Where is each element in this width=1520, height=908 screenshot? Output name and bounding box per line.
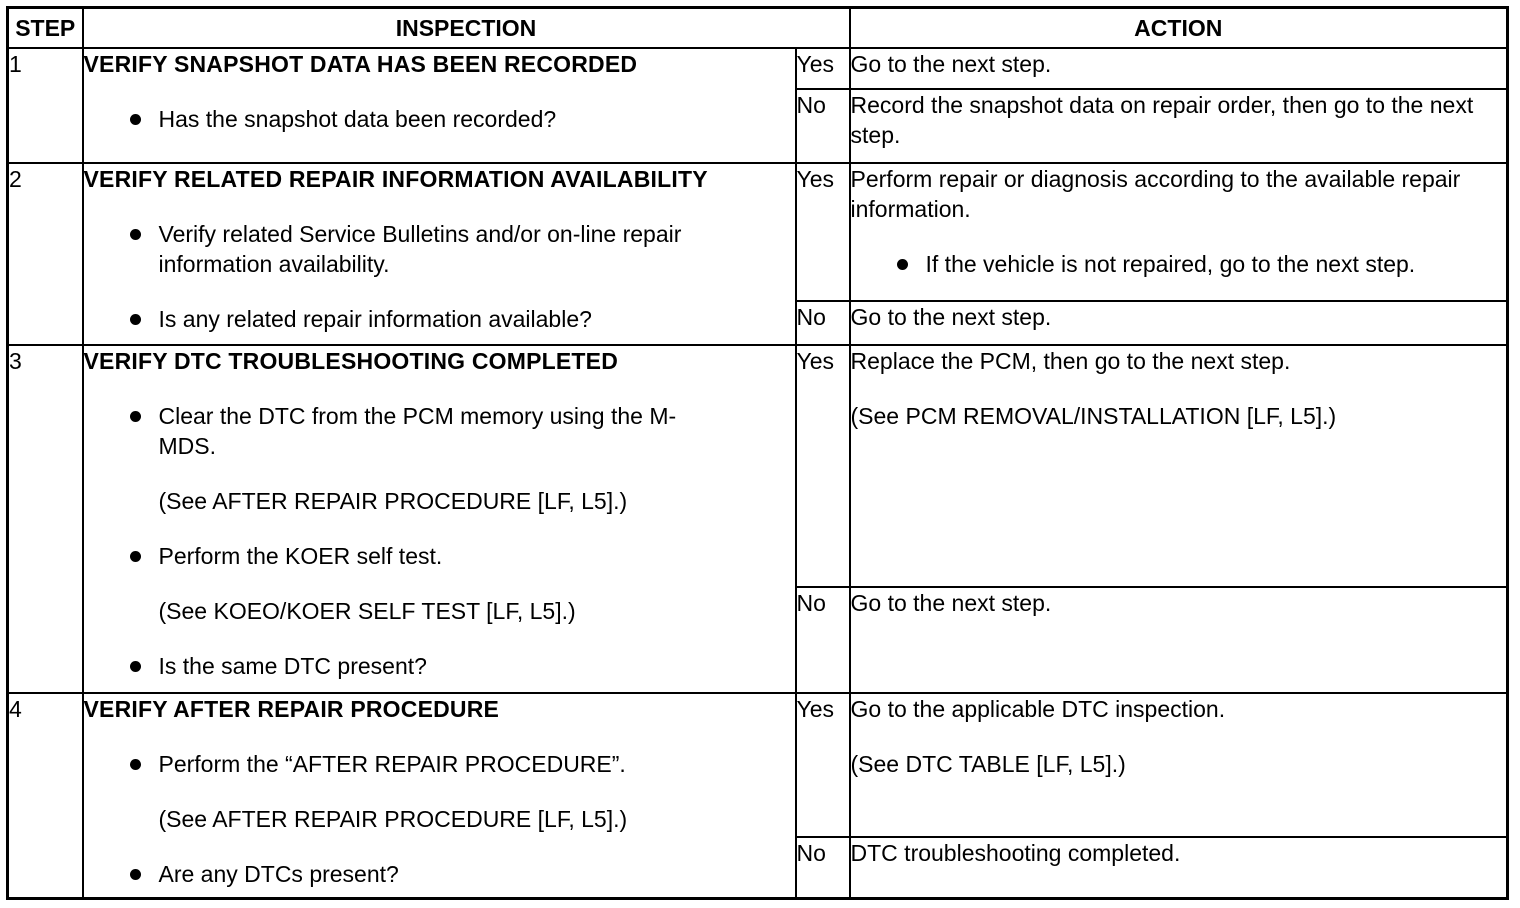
step-number: 3 — [8, 345, 83, 693]
action-header: ACTION — [850, 8, 1508, 49]
inspection-header: INSPECTION — [83, 8, 850, 49]
yes-action-reference: (See DTC TABLE [LF, L5].) — [850, 751, 1126, 777]
step-number: 1 — [8, 48, 83, 163]
yes-action-text: Go to the applicable DTC inspection. — [850, 696, 1226, 722]
reference-note: (See KOEO/KOER SELF TEST [LF, L5].) — [158, 598, 576, 624]
step-title: VERIFY AFTER REPAIR PROCEDURE — [83, 696, 500, 722]
reference-note: (See AFTER REPAIR PROCEDURE [LF, L5].) — [158, 488, 628, 514]
no-action: DTC troubleshooting completed. — [850, 837, 1508, 899]
yes-action-reference: (See PCM REMOVAL/INSTALLATION [LF, L5].) — [850, 403, 1337, 429]
yes-action: Go to the next step. — [850, 48, 1508, 89]
step-number: 4 — [8, 693, 83, 899]
yes-action — [850, 345, 1508, 587]
inspection-cell — [83, 163, 796, 345]
no-action: Record the snapshot data on repair order, then go to the next step. — [850, 89, 1508, 163]
step-title: VERIFY DTC TROUBLESHOOTING COMPLETED — [83, 348, 619, 374]
yes-label: Yes — [796, 693, 850, 837]
step-3-yes-row — [8, 345, 1508, 587]
inspection-cell — [83, 693, 796, 899]
yes-label: Yes — [796, 345, 850, 587]
inspection-item: Is the same DTC present? — [84, 651, 795, 681]
inspection-cell — [83, 48, 796, 163]
header-row — [8, 8, 1508, 49]
no-action: Go to the next step. — [850, 301, 1508, 345]
reference-note: (See AFTER REPAIR PROCEDURE [LF, L5].) — [158, 806, 628, 832]
step-header: STEP — [8, 8, 83, 49]
inspection-item: Are any DTCs present? — [84, 859, 795, 889]
inspection-item: Perform the KOER self test. — [84, 541, 795, 571]
yes-action — [850, 693, 1508, 837]
yes-action-text: Replace the PCM, then go to the next step. — [850, 348, 1291, 374]
inspection-cell — [83, 345, 796, 693]
inspection-table — [6, 6, 1509, 900]
step-1-yes-row — [8, 48, 1508, 89]
inspection-item: Clear the DTC from the PCM memory using the M-MDS. — [84, 401, 795, 461]
no-label: No — [796, 301, 850, 345]
inspection-item: Perform the “AFTER REPAIR PROCEDURE”. — [84, 749, 795, 779]
inspection-item: Is any related repair information available? — [84, 304, 795, 334]
inspection-item: Verify related Service Bulletins and/or on-line repair information availability. — [84, 219, 795, 279]
yes-action — [850, 163, 1508, 301]
no-action: Go to the next step. — [850, 587, 1508, 693]
no-label: No — [796, 837, 850, 899]
yes-action-bullet: If the vehicle is not repaired, go to the next step. — [851, 249, 1507, 279]
yes-label: Yes — [796, 48, 850, 89]
yes-action-text: Perform repair or diagnosis according to the available repair information. — [850, 166, 1461, 222]
step-4-yes-row — [8, 693, 1508, 837]
step-2-yes-row — [8, 163, 1508, 301]
no-label: No — [796, 587, 850, 693]
step-title: VERIFY SNAPSHOT DATA HAS BEEN RECORDED — [83, 51, 638, 77]
yes-label: Yes — [796, 163, 850, 301]
inspection-item: Has the snapshot data been recorded? — [84, 104, 795, 134]
no-label: No — [796, 89, 850, 163]
step-number: 2 — [8, 163, 83, 345]
step-title: VERIFY RELATED REPAIR INFORMATION AVAILABILITY — [83, 166, 708, 192]
